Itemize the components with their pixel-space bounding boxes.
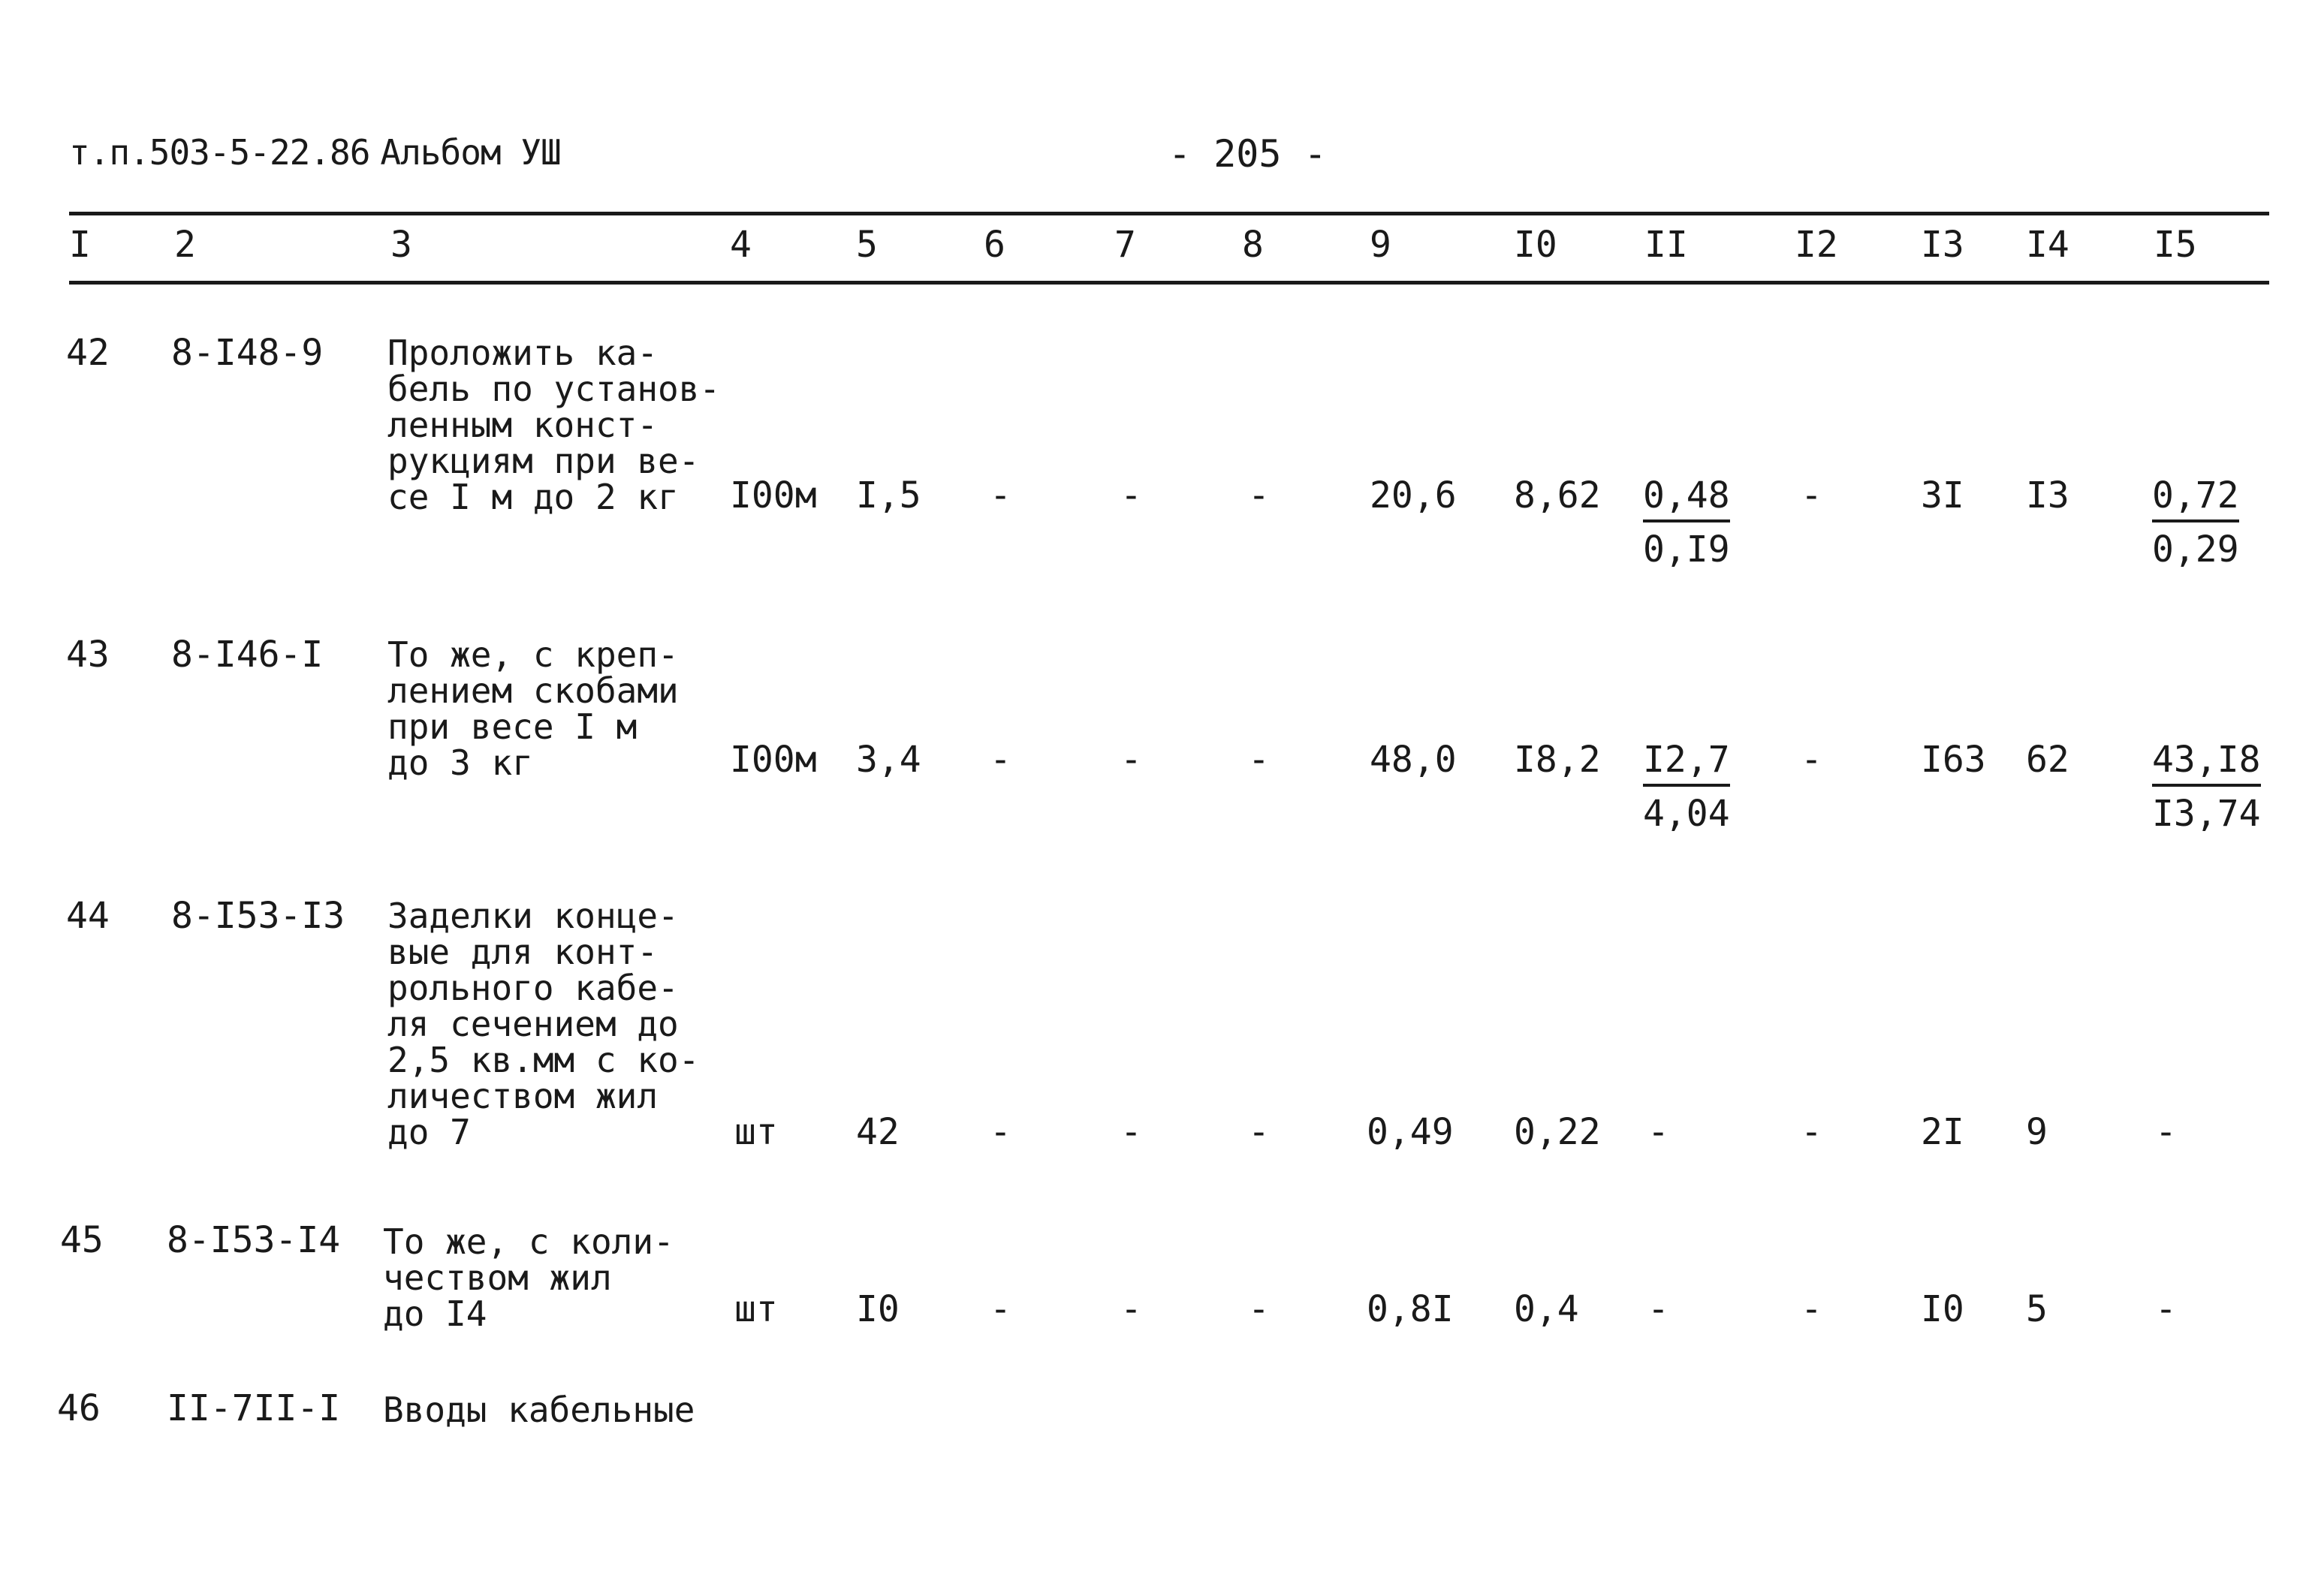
fraction-numerator: I2,7	[1643, 737, 1730, 787]
work-description: То же, с креп- лением скобами при весе I м до 3 кг	[387, 634, 679, 783]
col13-cell: I0	[1921, 1288, 1964, 1330]
fraction-numerator: 0,72	[2152, 473, 2239, 522]
col9-cell: 48,0	[1370, 739, 1457, 781]
col14-cell: 62	[2026, 739, 2069, 781]
fraction-denominator: I3,74	[2152, 793, 2261, 835]
work-description: Проложить ка- бель по установ- ленным конст- рукциям при ве- се I м до 2 кг	[387, 333, 721, 517]
column-header-14: I4	[2026, 224, 2069, 266]
col12-cell: -	[1801, 474, 1822, 516]
norm-code: 8-I53-I3	[171, 895, 345, 937]
col11-cell: -	[1647, 1111, 1669, 1153]
col6-cell: -	[990, 474, 1011, 516]
col10-cell: 0,22	[1514, 1111, 1601, 1153]
document-code: т.п.503-5-22.86	[69, 132, 370, 173]
column-header-10: I0	[1514, 224, 1557, 266]
col12-cell: -	[1801, 1111, 1822, 1153]
column-header-6: 6	[984, 224, 1005, 266]
work-description: Вводы кабельные	[383, 1390, 695, 1430]
col14-cell: 5	[2026, 1288, 2048, 1330]
column-header-13: I3	[1921, 224, 1964, 266]
col11-cell: -	[1647, 1288, 1669, 1330]
col8-cell: -	[1248, 1288, 1270, 1330]
document-header	[69, 132, 561, 173]
col14-cell: I3	[2026, 474, 2069, 516]
col9-cell: 20,6	[1370, 474, 1457, 516]
col15-fraction	[2152, 473, 2239, 572]
column-header-15: I5	[2154, 224, 2197, 266]
work-description: То же, с коли- чеством жил до I4	[383, 1221, 674, 1334]
album-label: Альбом УШ	[380, 132, 561, 173]
quantity-cell: I0	[856, 1288, 900, 1330]
column-header-4: 4	[730, 224, 752, 266]
col15-cell: -	[2155, 1111, 2177, 1153]
quantity-cell: 42	[856, 1111, 900, 1153]
work-description: Заделки конце- вые для конт- рольного кабе- ля сечением до 2,5 кв.мм с ко- личеством жил до 7	[387, 896, 700, 1152]
col10-cell: I8,2	[1514, 739, 1601, 781]
norm-code: 8-I46-I	[171, 634, 324, 676]
row-number: 42	[66, 332, 110, 374]
col13-cell: 3I	[1921, 474, 1964, 516]
col6-cell: -	[990, 1288, 1011, 1330]
column-header-9: 9	[1370, 224, 1391, 266]
column-header-3: 3	[390, 224, 412, 266]
fraction-denominator: 0,29	[2152, 528, 2239, 571]
col10-cell: 0,4	[1514, 1288, 1579, 1330]
col13-cell: I63	[1921, 739, 1986, 781]
col8-cell: -	[1248, 739, 1270, 781]
row-number: 43	[66, 634, 110, 676]
col6-cell: -	[990, 1111, 1011, 1153]
col11-fraction	[1643, 473, 1730, 572]
column-header-11: II	[1644, 224, 1688, 266]
column-header-5: 5	[856, 224, 878, 266]
col13-cell: 2I	[1921, 1111, 1964, 1153]
fraction-numerator: 0,48	[1643, 473, 1730, 522]
table-top-rule	[69, 212, 2269, 215]
col15-fraction	[2152, 737, 2261, 836]
unit-cell: шт	[734, 1111, 778, 1153]
unit-cell: шт	[734, 1288, 778, 1330]
col7-cell: -	[1120, 1288, 1142, 1330]
column-header-12: I2	[1795, 224, 1838, 266]
row-number: 44	[66, 895, 110, 937]
column-header-7: 7	[1114, 224, 1136, 266]
col6-cell: -	[990, 739, 1011, 781]
quantity-cell: 3,4	[856, 739, 921, 781]
col12-cell: -	[1801, 1288, 1822, 1330]
col7-cell: -	[1120, 739, 1142, 781]
table-header-rule	[69, 281, 2269, 285]
unit-cell: I00м	[730, 474, 817, 516]
page-number: - 205 -	[1168, 132, 1327, 176]
col8-cell: -	[1248, 474, 1270, 516]
col9-cell: 0,49	[1367, 1111, 1454, 1153]
column-header-2: 2	[174, 224, 196, 266]
column-header-1: I	[69, 224, 91, 266]
quantity-cell: I,5	[856, 474, 921, 516]
col11-fraction	[1643, 737, 1730, 836]
col14-cell: 9	[2026, 1111, 2048, 1153]
norm-code: 8-I48-9	[171, 332, 324, 374]
col12-cell: -	[1801, 739, 1822, 781]
column-header-8: 8	[1242, 224, 1264, 266]
col9-cell: 0,8I	[1367, 1288, 1454, 1330]
row-number: 46	[57, 1387, 101, 1429]
col8-cell: -	[1248, 1111, 1270, 1153]
unit-cell: I00м	[730, 739, 817, 781]
fraction-numerator: 43,I8	[2152, 737, 2261, 787]
col7-cell: -	[1120, 474, 1142, 516]
fraction-denominator: 4,04	[1643, 793, 1730, 835]
col7-cell: -	[1120, 1111, 1142, 1153]
col10-cell: 8,62	[1514, 474, 1601, 516]
norm-code: 8-I53-I4	[167, 1219, 341, 1261]
norm-code: II-7II-I	[167, 1387, 341, 1429]
col15-cell: -	[2155, 1288, 2177, 1330]
row-number: 45	[60, 1219, 104, 1261]
fraction-denominator: 0,I9	[1643, 528, 1730, 571]
